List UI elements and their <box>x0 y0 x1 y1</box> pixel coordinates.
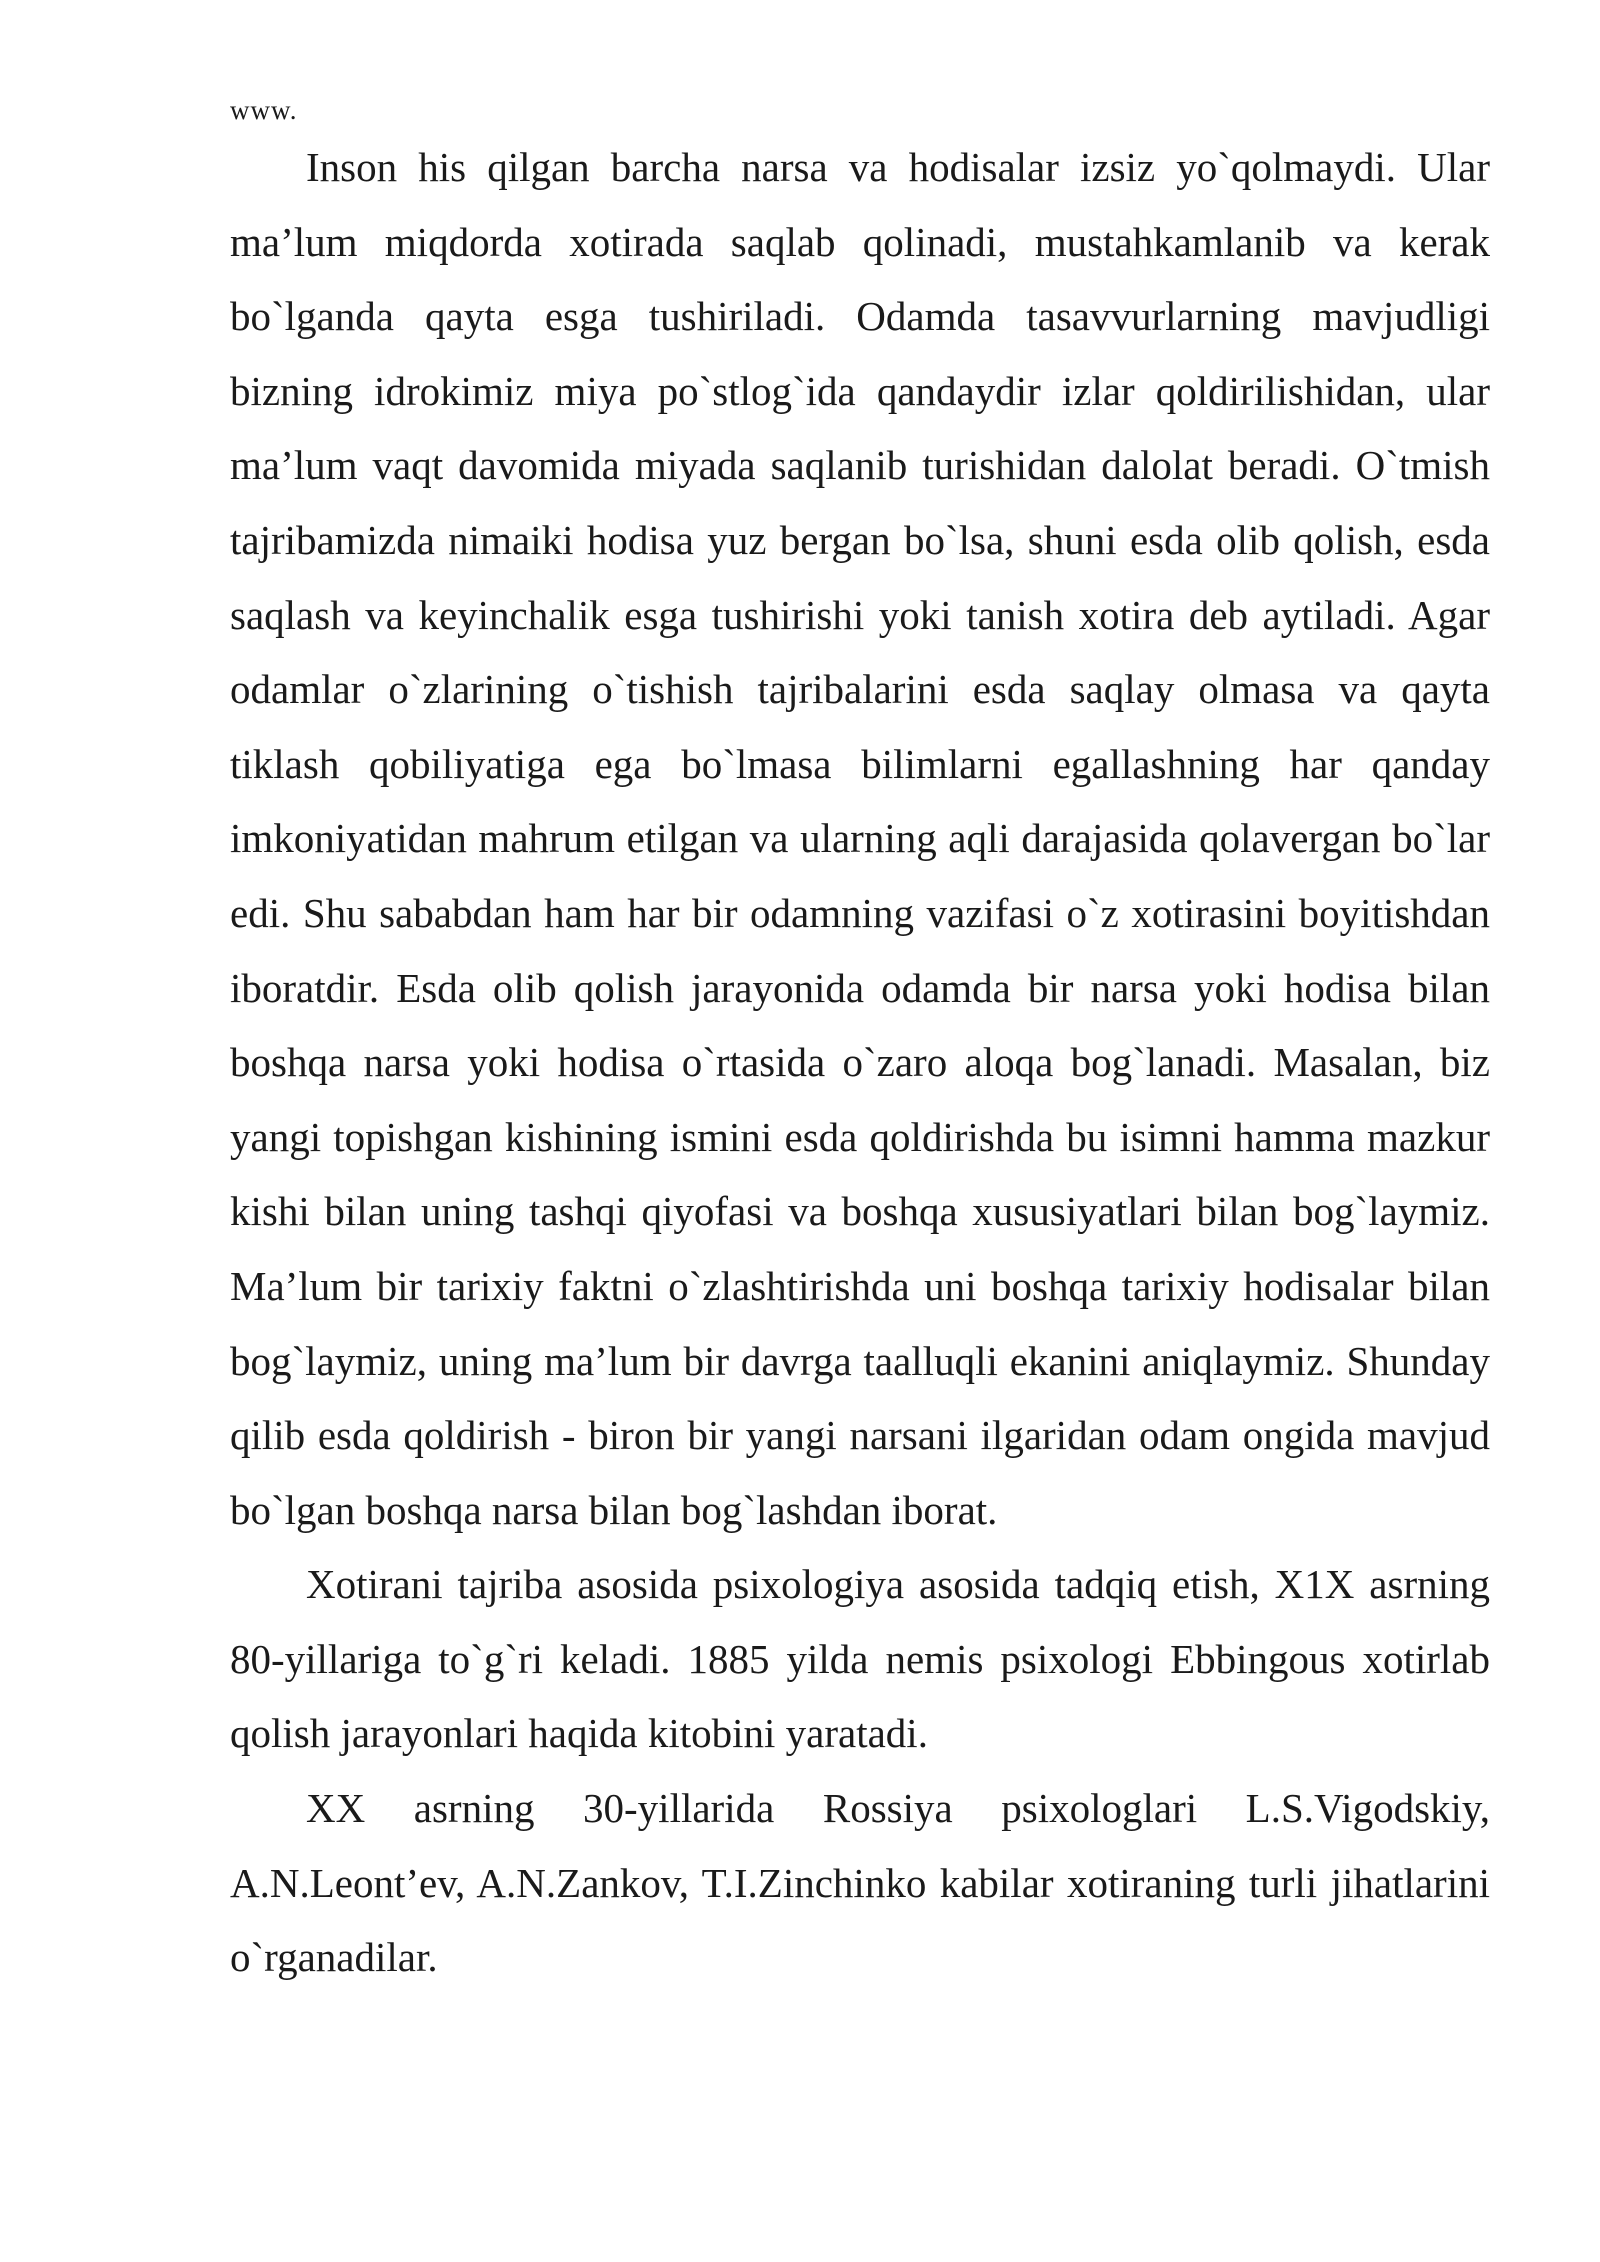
paragraph-russian-psychologists: XX asrning 30-yillarida Rossiya psixologlari L.S.Vigodskiy, A.N.Leont’ev, A.N.Zankov, T.I.Zinchinko kabilar xotiraning turli jihatlarini o`rganadilar. <box>230 1785 1490 1981</box>
paragraph-experimental-study: Xotirani tajriba asosida psixologiya asosida tadqiq etish, X1X asrning 80-yillariga to`g`ri keladi. 1885 yilda nemis psixologi Ebbingous xotirlab qolish jarayonlari haqida kitobini yaratadi. <box>230 1561 1490 1757</box>
header-url: www. <box>230 95 298 125</box>
paragraph-memory-intro: Inson his qilgan barcha narsa va hodisalar izsiz yo`qolmaydi. Ular ma’lum miqdorda xotirada saqlab qolinadi, mustahkamlanib va kerak bo`lganda qayta esga tushiriladi. Odamda tasavvurlarning mavjudligi bizning idrokimiz miya po`stlog`ida qandaydir izlar qoldirilishidan, ular ma’lum vaqt davomida miyada saqlanib turishidan dalolat beradi. O`tmish tajribamizda nimaiki hodisa yuz bergan bo`lsa, shuni esda olib qolish, esda saqlash va keyinchalik esga tushirishi yoki tanish xotira deb aytiladi. Agar odamlar o`zlarining o`tishish tajribalarini esda saqlay olmasa va qayta tiklash qobiliyatiga ega bo`lmasa bilimlarni egallashning har qanday imkoniyatidan mahrum etilgan va ularning aqli darajasida qolavergan bo`lar edi. Shu sababdan ham har bir odamning vazifasi o`z xotirasini boyitishdan iboratdir. Esda olib qolish jarayonida odamda bir narsa yoki hodisa bilan boshqa narsa yoki hodisa o`rtasida o`zaro aloqa bog`lanadi. Masalan, biz yangi topishgan kishining ismini esda qoldirishda bu isimni hamma mazkur kishi bilan uning tashqi qiyofasi va boshqa xususiyatlari bilan bog`laymiz. Ma’lum bir tarixiy faktni o`zlashtirishda uni boshqa tarixiy hodisalar bilan bog`laymiz, uning ma’lum bir davrga taalluqli ekanini aniqlaymiz. Shunday qilib esda qoldirish - biron bir yangi narsani ilgaridan odam ongida mavjud bo`lgan boshqa narsa bilan bog`lashdan iborat. <box>230 144 1490 1533</box>
document-page <box>230 90 1490 1995</box>
